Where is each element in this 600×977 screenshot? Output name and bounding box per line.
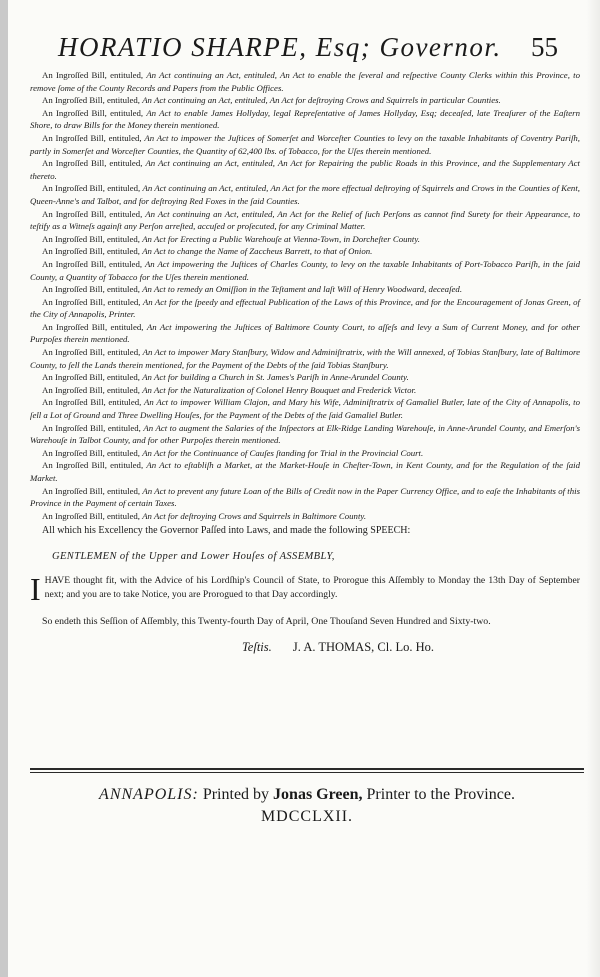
governor-speech <box>30 570 580 607</box>
bill-entry-lead: An Ingroſſed Bill, entituled, <box>42 284 140 295</box>
page-edge-shadow <box>0 0 8 977</box>
bill-entry-lead: An Ingroſſed Bill, entituled, <box>42 183 141 194</box>
bill-entry-title: An Act for building a Church in St. James's Pariſh in Anne-Arundel County. <box>142 372 409 383</box>
bill-entry-lead: An Ingroſſed Bill, entituled, <box>42 258 143 269</box>
bill-entry-lead: An Ingroſſed Bill, entituled, <box>42 246 140 257</box>
session-ending: So endeth this Seſſion of Aſſembly, this Twenty-fourth Day of April, One Thouſand Seven Hundred and Sixty-two. <box>42 616 491 628</box>
bill-entry-title: An Act continuing an Act, entituled, An Act for deſtroying Crows and Squirrels in particular Counties. <box>142 95 501 106</box>
speech-salutation: GENTLEMEN of the Upper and Lower Houſes of ASSEMBLY, <box>52 551 335 563</box>
bill-entry-title: An Act to remedy an Omiſſion in the Teſtament and laſt Will of Henry Woodward, deceaſed. <box>142 284 463 295</box>
bill-entry <box>30 510 580 523</box>
bill-entry-title: An Act impowering the Juſtices of Charles County, to levy on the taxable Inhabitants of Port-Tobacco Pariſh, in the ſaid County, a Quantity of Tobacco for the Uſes therein mentioned. <box>30 258 580 282</box>
page-number: 55 <box>531 32 558 62</box>
imprint <box>30 786 584 804</box>
bill-entry-title: An Act to eſtabliſh a Market, at the Market-Houſe in Cheſter-Town, in Kent County, and for the Regulation of the ſaid Market. <box>30 460 580 483</box>
bill-entry-lead: An Ingroſſed Bill, entituled, <box>42 372 140 383</box>
bill-entry <box>30 346 580 371</box>
bill-entry-lead: An Ingroſſed Bill, entituled, <box>42 397 142 408</box>
bill-entry-title: An Act to impower Mary Stanſbury, Widow and Adminiſtratrix, with the Will annexed, of Tobias Stanſbury, late of Baltimore County, to ſell the Lands therein mentioned, for the Payment of the Debts of the ſaid Tobias Stanſbury. <box>30 347 580 370</box>
bill-entry-title: An Act continuing an Act, entituled, An Act for the more effectual deſtroying of Squirrels and Crows in the Counties of Kent, Queen-Anne's and Talbot, and for deſtroying Red Foxes in the ſaid Counties. <box>30 183 580 206</box>
bill-entry <box>30 182 580 207</box>
bill-entry <box>30 208 580 233</box>
bill-entry-title: An Act continuing an Act, entituled, An Act for Repairing the public Roads in this Province, and the Supplementary Act thereto. <box>30 158 580 181</box>
bill-entry-title: An Act to impower William Clajon, and Mary his Wife, Adminiſtratrix of Gamaliel Butler, late of the City of Annapolis, to ſell a Lot of Ground and Three Dwelling Houſes, for the Payment of the Debts of the ſaid Gamaliel Butler. <box>30 397 580 421</box>
speech-text: HAVE thought fit, with the Advice of his Lordſhip's Council of State, to Prorogue this Aſſembly to Monday the 13th Day of September next; and you are to take Notice, you are Prorogued to that Day accordingly. <box>44 574 580 600</box>
bill-entry <box>30 296 580 321</box>
bill-list <box>30 69 580 522</box>
bill-entry <box>30 94 580 107</box>
imprint-year: MDCCLXII. <box>260 808 354 825</box>
bill-entry <box>30 245 580 258</box>
bill-entry <box>30 258 580 283</box>
bill-entry <box>30 69 580 94</box>
testis-label: Teſtis. <box>242 639 272 654</box>
clerk-signature: J. A. THOMAS, Cl. Lo. Ho. <box>292 639 434 654</box>
imprint-printer: Jonas Green, <box>273 786 363 803</box>
bill-entry-lead: An Ingroſſed Bill, entituled, <box>42 132 142 143</box>
bill-entry-title: An Act to change the Name of Zaccheus Barrett, to that of Onion. <box>142 246 373 257</box>
bill-entry <box>30 459 580 484</box>
divider-rule-thin <box>30 772 584 773</box>
bill-entry-lead: An Ingroſſed Bill, entituled, <box>42 510 140 521</box>
divider-rule <box>30 768 584 770</box>
bill-entry-lead: An Ingroſſed Bill, entituled, <box>42 107 144 118</box>
imprint-place: ANNAPOLIS: <box>99 786 199 803</box>
page-edge-right <box>586 0 600 977</box>
bill-entry-title: An Act to prevent any future Loan of the Bills of Credit now in the Paper Currency Office, and to eaſe the Inhabitants of this Province in the Payment of certain Taxes. <box>30 485 580 509</box>
bill-entry <box>30 233 580 246</box>
bill-entry-title: An Act continuing an Act, entituled, An Act for the Relief of ſuch Perſons as cannot find Surety for their Appearance, to teſtify as a Witneſs againſt any Perſon arreſted, accuſed or proſecuted, for any Criminal Matter. <box>30 208 580 232</box>
bill-entry-lead: An Ingroſſed Bill, entituled, <box>42 70 144 80</box>
bill-entry-title: An Act for deſtroying Crows and Squirrels in Baltimore County. <box>142 510 367 521</box>
bill-entry-lead: An Ingroſſed Bill, entituled, <box>42 233 140 244</box>
bill-entry <box>30 485 580 510</box>
bill-entry-title: An Act to impower the Juſtices of Somerſet and Worceſter Counties to levy on the taxable Inhabitants of Coventry Pariſh, partly in Somerſet and Worceſter Counties, the Quantity of 62,400 lbs. of Tobacco, for the Uſes therein mentioned. <box>30 132 580 156</box>
page-header <box>52 32 558 68</box>
bill-entry-title: An Act for the ſpeedy and effectual Publication of the Laws of this Province, and for the Encouragement of Jonas Green, of the City of Annapolis, Printer. <box>30 296 580 320</box>
bill-entry-lead: An Ingroſſed Bill, entituled, <box>42 485 141 496</box>
closing-statement: All which his Excellency the Governor Paſſed into Laws, and made the following SPEECH: <box>42 525 411 537</box>
bill-entry-title: An Act impowering the Juſtices of Baltimore County Court, to aſſeſs and levy a Sum of Current Money, and for other Purpoſes therein mentioned. <box>30 321 580 345</box>
bill-entry-lead: An Ingroſſed Bill, entituled, <box>42 447 140 458</box>
bill-entry <box>30 157 580 182</box>
bill-entry-title: An Act to augment the Salaries of the Inſpectors at Elk-Ridge Landing Warehouſe, in Anne-Arundel County, and Emerſon's Warehouſe in Talbot County, and for other Purpoſes therein mentioned. <box>30 422 580 446</box>
bill-entry-title: An Act for Erecting a Public Warehouſe at Vienna-Town, in Dorcheſter County. <box>142 233 420 244</box>
bill-entry <box>30 447 580 460</box>
body-text <box>30 69 580 653</box>
bill-entry-title: An Act continuing an Act, entituled, An Act to enable the ſeveral and reſpective County Clerks within this Province, to remove ſome of the County Records and Papers from the Public Offices. <box>30 70 580 93</box>
imprint-printed-by: Printed by <box>202 786 270 803</box>
running-title: HORATIO SHARPE, Esq; Governor. <box>58 32 502 62</box>
bill-entry <box>30 371 580 384</box>
bill-entry-title: An Act for the Continuance of Cauſes ſtanding for Trial in the Provincial Court. <box>142 447 424 458</box>
bill-entry-lead: An Ingroſſed Bill, entituled, <box>42 95 140 106</box>
bill-entry-lead: An Ingroſſed Bill, entituled, <box>42 296 141 307</box>
imprint-rest: Printer to the Province. <box>366 786 515 803</box>
attestation <box>30 641 580 654</box>
bill-entry <box>30 384 580 397</box>
bill-entry <box>30 422 580 447</box>
bill-entry <box>30 396 580 421</box>
bill-entry-lead: An Ingroſſed Bill, entituled, <box>42 347 141 358</box>
bill-entry <box>30 321 580 346</box>
bill-entry-title: An Act to enable James Hollyday, legal Repreſentative of James Hollyday, Esq; deceaſed, late Treaſurer of the Eaſtern Shore, to draw Bills for the Money therein mentioned. <box>30 107 580 131</box>
bill-entry-lead: An Ingroſſed Bill, entituled, <box>42 208 143 219</box>
bill-entry-lead: An Ingroſſed Bill, entituled, <box>42 460 144 471</box>
bill-entry-lead: An Ingroſſed Bill, entituled, <box>42 158 143 169</box>
bill-entry <box>30 283 580 296</box>
bill-entry-lead: An Ingroſſed Bill, entituled, <box>42 321 144 332</box>
bill-entry-lead: An Ingroſſed Bill, entituled, <box>42 384 140 395</box>
bill-entry-lead: An Ingroſſed Bill, entituled, <box>42 422 141 433</box>
drop-cap: I <box>30 570 41 607</box>
bill-entry <box>30 132 580 157</box>
bill-entry-title: An Act for the Naturalization of Colonel Henry Bouquet and Frederick Victor. <box>142 384 417 395</box>
bill-entry <box>30 107 580 132</box>
